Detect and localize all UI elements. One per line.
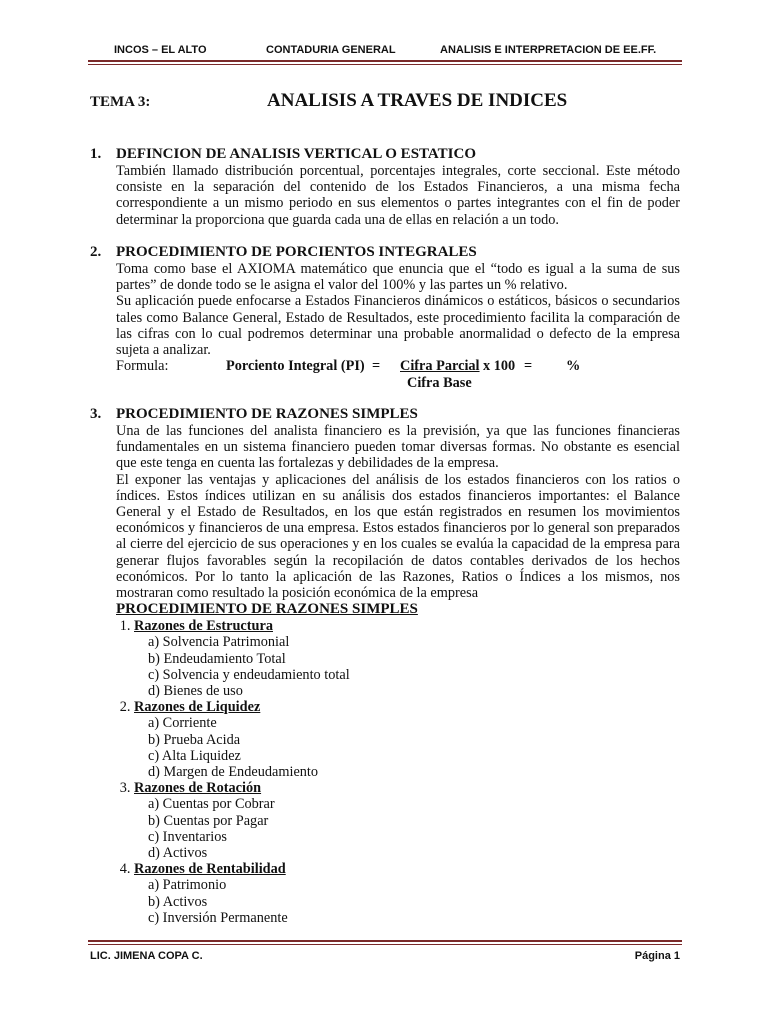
formula [116, 358, 680, 394]
section-3-paragraph-2: El exponer las ventajas y aplicaciones del análisis de los estados financieros con los ratios o índices. Estos índices utilizan en su análisis dos estados financieros importantes: el Balance General y el Estado de Resultados, en los que están registrados en resumen los movimientos económicos y financieros de una empresa. Estos estados financieros por lo general son preparados al cierre del ejercicio de sus operaciones y en los cuales se evalúa la capacidad de la empresa para generar flujos favorables según la recopilación de datos contables derivados de los hechos económicos. Por lo tanto la aplicación de las Razones, Ratios o Índices a los mismos, nos mostraran como resultado la posición económica de la empresa [116, 471, 680, 602]
list-item: c) Inversión Permanente [148, 909, 288, 926]
page-number: Página 1 [634, 950, 680, 962]
list-item: c) Alta Liquidez [148, 747, 241, 764]
section-2-heading: PROCEDIMIENTO DE PORCIENTOS INTEGRALES [116, 244, 477, 260]
formula-times: x 100 [483, 358, 516, 375]
section-2-paragraph-2: Su aplicación puede enfocarse a Estados Financieros dinámicos o estáticos, básicos o secundarios tales como Balance General, Estado de Resultados, este procedimiento facilita la comparación de las cifras con lo cual podremos determinar una probable anormalidad o defecto de la empresa sujeta a analizar. [116, 293, 680, 359]
category-rentabilidad [134, 861, 680, 926]
list-item: b) Endeudamiento Total [148, 650, 286, 667]
category-liquidez [134, 699, 680, 780]
list-item: b) Prueba Acida [148, 731, 241, 748]
list-item: a) Solvencia Patrimonial [148, 634, 290, 651]
list-item: a) Corriente [148, 715, 217, 732]
section-1-paragraph: También llamado distribución porcentual, porcentajes integrales, corte seccional. Este método consiste en la separación del contenido de los Estados Financieros, a una misma fecha correspondiente a un mismo periodo en sus elementos o partes integrantes con el fin de poder determinar la proporciona que guarda cada una de ellas en relación a un todo. [116, 163, 680, 228]
formula-result: % [566, 358, 581, 375]
header-right: ANALISIS E INTERPRETACION DE EE.FF. [440, 44, 657, 56]
page-title: ANALISIS A TRAVES DE INDICES [267, 90, 568, 111]
list-item: d) Activos [148, 845, 208, 862]
header-center: CONTADURIA GENERAL [266, 44, 396, 56]
footer-rule-thin [88, 944, 682, 945]
section-3 [116, 406, 680, 926]
section-2-number: 2. [90, 244, 102, 260]
formula-denominator: Cifra Base [407, 375, 472, 392]
list-item: b) Activos [148, 893, 208, 910]
formula-equals-2: = [524, 358, 533, 375]
section-3-heading: PROCEDIMIENTO DE RAZONES SIMPLES [116, 406, 418, 422]
list-item: d) Bienes de uso [148, 683, 243, 700]
list-item: d) Margen de Endeudamiento [148, 764, 319, 781]
list-item: a) Patrimonio [148, 877, 227, 894]
header-rule-thin [88, 64, 682, 65]
section-1 [116, 146, 680, 228]
section-3-number: 3. [90, 406, 102, 422]
list-item: c) Inventarios [148, 828, 227, 845]
category-rotacion [134, 780, 680, 861]
ratio-categories [116, 618, 680, 926]
header-left: INCOS – EL ALTO [114, 44, 207, 56]
tema-label: TEMA 3: [90, 94, 151, 110]
category-estructura [134, 618, 680, 699]
formula-name: Porciento Integral (PI) [226, 358, 365, 375]
formula-numerator: Cifra Parcial [400, 358, 480, 375]
footer-author: LIC. JIMENA COPA C. [90, 950, 203, 962]
section-3-subheading: PROCEDIMIENTO DE RAZONES SIMPLES [116, 601, 418, 618]
section-2-paragraph-1: Toma como base el AXIOMA matemático que enuncia que el “todo es igual a la suma de sus partes” de donde todo se le asigna el valor del 100% y las partes un % relativo. [116, 261, 680, 294]
category-title: Razones de Rentabilidad [134, 861, 286, 878]
formula-label: Formula: [116, 358, 169, 375]
category-title: Razones de Rotación [134, 780, 262, 797]
list-item: c) Solvencia y endeudamiento total [148, 666, 350, 683]
section-1-heading: DEFINCION DE ANALISIS VERTICAL O ESTATICO [116, 146, 476, 162]
category-title: Razones de Liquidez [134, 699, 261, 716]
footer-rule [88, 940, 682, 942]
section-1-number: 1. [90, 146, 102, 162]
formula-equals-1: = [372, 358, 381, 375]
header-rule [88, 60, 682, 62]
section-2 [116, 244, 680, 394]
list-item: b) Cuentas por Pagar [148, 812, 269, 829]
section-3-paragraph-1: Una de las funciones del analista financiero es la previsión, ya que las funciones financieras fundamentales en un sistema financiero pueden tomar diversas formas. No obstante es esencial que este tenga en cuenta las fortalezas y debilidades de la empresa. [116, 423, 680, 472]
category-title: Razones de Estructura [134, 618, 273, 635]
list-item: a) Cuentas por Cobrar [148, 796, 275, 813]
